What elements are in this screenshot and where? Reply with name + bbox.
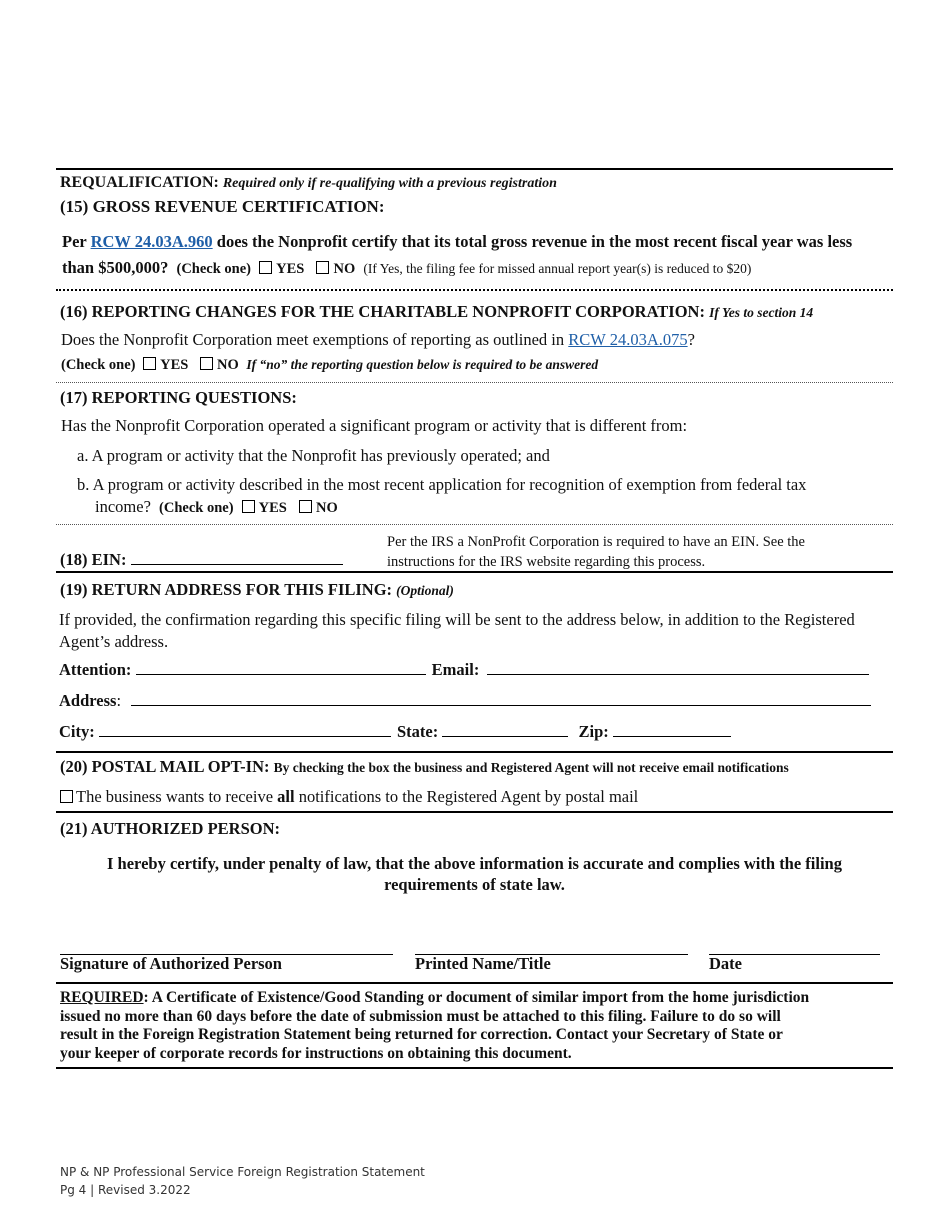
section-19-description xyxy=(59,609,855,653)
required-line-2: issued no more than 60 days before the date of submission must be attached to this filing. Failure to do so will xyxy=(60,1007,781,1025)
dotted-divider xyxy=(56,289,893,291)
s17-yes-label: YES xyxy=(258,500,287,516)
section-19-desc-line-2: Agent’s address. xyxy=(59,632,169,651)
section-16-heading xyxy=(60,302,813,322)
s16-no-label: NO xyxy=(216,357,239,373)
postal-optin-row xyxy=(56,787,638,807)
check-one-label: (Check one) xyxy=(61,357,136,373)
ein-field[interactable] xyxy=(131,550,343,565)
required-notice xyxy=(60,989,809,1063)
divider xyxy=(56,811,893,813)
required-word: REQUIRED xyxy=(60,989,144,1006)
required-line-3: result in the Foreign Registration Statement being returned for correction. Contact your Secretary of State or xyxy=(60,1026,783,1043)
check-one-label: (Check one) xyxy=(176,261,251,277)
s16-no-checkbox[interactable] xyxy=(200,357,213,370)
rcw-960-link[interactable]: RCW 24.03A.960 xyxy=(90,232,213,251)
ein-row xyxy=(60,550,343,570)
signature-label: Signature of Authorized Person xyxy=(60,954,282,973)
section-17-item-b: b. A program or activity described in the most recent application for recognition of exemption from federal tax xyxy=(77,475,807,494)
gross-revenue-answer-row xyxy=(62,258,751,278)
section-16-note: If Yes to section 14 xyxy=(709,305,814,320)
printed-name-label: Printed Name/Title xyxy=(415,954,551,973)
city-state-zip-row xyxy=(59,722,731,742)
email-field[interactable] xyxy=(487,660,869,675)
required-line-1: : A Certificate of Existence/Good Standing or document of similar import from the home jurisdiction xyxy=(143,989,810,1006)
section-19-heading xyxy=(60,580,454,600)
address-row xyxy=(59,691,871,711)
divider xyxy=(56,982,893,984)
section-20-note: By checking the box the business and Registered Agent will not receive email notifications xyxy=(273,760,789,775)
section-17-question: Has the Nonprofit Corporation operated a significant program or activity that is different from: xyxy=(61,416,688,435)
s17-no-checkbox[interactable] xyxy=(299,500,312,513)
ein-label: (18) EIN: xyxy=(60,550,127,569)
bottom-divider xyxy=(56,1067,893,1069)
s17-yes-checkbox[interactable] xyxy=(242,500,255,513)
section-20-heading xyxy=(60,757,789,777)
s16-yes-checkbox[interactable] xyxy=(143,357,156,370)
date-label: Date xyxy=(709,954,742,973)
threshold-text: than $500,000? xyxy=(62,258,169,277)
requalification-title: REQUALIFICATION: xyxy=(60,174,219,191)
footer-page: Pg 4 | Revised 3.2022 xyxy=(60,1183,191,1197)
section-16-question-text: Does the Nonprofit Corporation meet exemptions of reporting as outlined in xyxy=(61,330,565,349)
optional-note: (Optional) xyxy=(396,583,454,598)
ein-note-line-1: Per the IRS a NonProfit Corporation is required to have an EIN. See the xyxy=(387,534,805,550)
rcw-075-link[interactable]: RCW 24.03A.075 xyxy=(568,330,688,349)
certify-line-1: I hereby certify, under penalty of law, that the above information is accurate and complies with the filing xyxy=(107,854,842,873)
attention-field[interactable] xyxy=(136,660,426,675)
section-17-item-a: a. A program or activity that the Nonprofit has previously operated; and xyxy=(77,446,550,465)
zip-label: Zip: xyxy=(578,722,609,741)
attention-email-row xyxy=(59,660,869,680)
requalification-heading xyxy=(60,174,557,192)
fee-note: (If Yes, the filing fee for missed annual report year(s) is reduced to $20) xyxy=(363,261,752,276)
footer-title: NP & NP Professional Service Foreign Registration Statement xyxy=(60,1165,425,1179)
s16-yes-label: YES xyxy=(160,357,189,373)
question-mark: ? xyxy=(687,330,695,349)
city-field[interactable] xyxy=(99,722,391,737)
section-17-answer-row xyxy=(95,497,338,517)
ein-note xyxy=(387,532,805,572)
requalification-note: Required only if re-qualifying with a previous registration xyxy=(222,176,557,191)
section-19-title: (19) RETURN ADDRESS FOR THIS FILING: xyxy=(60,580,393,599)
certify-line-2: requirements of state law. xyxy=(384,875,565,894)
section-16-question xyxy=(61,330,695,350)
page-footer xyxy=(60,1163,425,1199)
postal-optin-text-a: The business wants to receive xyxy=(76,787,274,806)
section-21-title: (21) AUTHORIZED PERSON: xyxy=(60,819,281,838)
s15-yes-label: YES xyxy=(276,261,305,277)
state-field[interactable] xyxy=(442,722,568,737)
postal-optin-checkbox[interactable] xyxy=(60,790,73,803)
section-19-desc-line-1: If provided, the confirmation regarding this specific filing will be sent to the address below, in addition to the Registered xyxy=(59,610,855,629)
postal-optin-text-b: notifications to the Registered Agent by postal mail xyxy=(298,787,639,806)
section-16-title: (16) REPORTING CHANGES FOR THE CHARITABLE NONPROFIT CORPORATION: xyxy=(60,302,705,321)
address-label: Address xyxy=(59,691,117,710)
email-label: Email: xyxy=(431,660,480,679)
per-text: Per xyxy=(62,232,87,251)
top-divider xyxy=(56,168,893,170)
divider xyxy=(56,571,893,573)
zip-field[interactable] xyxy=(613,722,731,737)
divider xyxy=(56,751,893,753)
s17-no-label: NO xyxy=(316,500,338,516)
section-20-title: (20) POSTAL MAIL OPT-IN: xyxy=(60,757,270,776)
certification-statement xyxy=(56,853,893,895)
city-label: City: xyxy=(59,722,95,741)
dotted-divider xyxy=(56,524,893,525)
gross-revenue-question-text: does the Nonprofit certify that its total gross revenue in the most recent fiscal year was less xyxy=(216,232,853,251)
income-text: income? xyxy=(95,497,151,516)
section-15-title: (15) GROSS REVENUE CERTIFICATION: xyxy=(60,197,385,216)
s15-yes-checkbox[interactable] xyxy=(259,261,272,274)
if-no-note: If “no” the reporting question below is required to be answered xyxy=(246,357,599,372)
check-one-label: (Check one) xyxy=(159,500,234,516)
s15-no-checkbox[interactable] xyxy=(316,261,329,274)
section-16-answer-row xyxy=(61,357,598,374)
ein-note-line-2: instructions for the IRS website regarding this process. xyxy=(387,554,706,570)
state-label: State: xyxy=(397,722,439,741)
section-17-title: (17) REPORTING QUESTIONS: xyxy=(60,388,297,407)
attention-label: Attention: xyxy=(59,660,132,679)
address-field[interactable] xyxy=(131,691,871,706)
dotted-divider xyxy=(56,382,893,383)
postal-optin-all: all xyxy=(277,787,295,806)
address-colon: : xyxy=(116,691,122,710)
required-line-4: your keeper of corporate records for instructions on obtaining this document. xyxy=(60,1044,572,1062)
gross-revenue-question xyxy=(62,232,852,252)
s15-no-label: NO xyxy=(333,261,356,277)
